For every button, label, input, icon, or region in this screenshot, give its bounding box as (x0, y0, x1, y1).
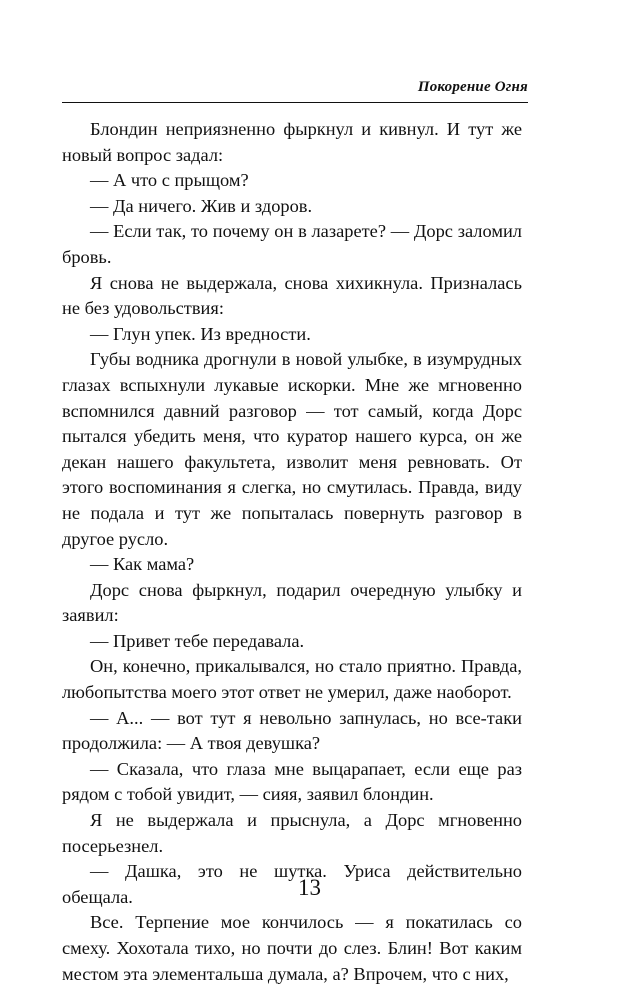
paragraph: Я не выдержала и прыснула, а Дорс мгновенно посерьезнел. (62, 810, 522, 856)
paragraph: — Глун упек. Из вредности. (90, 323, 311, 344)
paragraph: — А... — вот тут я невольно запнулась, но все-таки продолжила: — А твоя девушка? (62, 707, 522, 754)
paragraph: Губы водника дрогнули в новой улыбке, в изумрудных глазах вспыхнули лукавые искорки. Мне же мгновенно вспомнился давний разговор — тот самый, когда Дорс пытался убедить меня, что куратор нашего курса, он же декан нашего факультета, изволит меня ревновать. От этого воспоминания я слегка, но смутилась. Правда, виду не подала и тут же попыталась повернуть разговор в другое русло. (62, 349, 522, 549)
paragraph: — Да ничего. Жив и здоров. (90, 195, 313, 216)
page-number: 13 (298, 875, 321, 900)
running-header (62, 70, 528, 103)
paragraph: — Дашка, это не шутка. Уриса действительно обещала. (62, 861, 522, 907)
paragraph: — А что с прыщом? (90, 170, 249, 191)
running-header-title: Покорение Огня (417, 79, 528, 95)
page-body (62, 117, 522, 987)
paragraph: Я снова не выдержала, снова хихикнула. Призналась не без удовольствия: (62, 272, 522, 319)
paragraph: Дорс снова фыркнул, подарил очередную улыбку и заявил: (62, 579, 522, 626)
paragraph: — Если так, то почему он в лазарете? — Дорс заломил бровь. (62, 221, 522, 267)
paragraph: — Привет тебе передавала. (90, 630, 305, 651)
paragraph: Он, конечно, прикалывался, но стало приятно. Правда, любопытства моего этот ответ не умерил, даже наоборот. (62, 656, 522, 703)
paragraph: Блондин неприязненно фыркнул и кивнул. И тут же новый вопрос задал: (62, 119, 522, 165)
paragraph: — Сказала, что глаза мне выцарапает, если еще раз рядом с тобой увидит, — сияя, заявил блондин. (62, 758, 522, 805)
paragraph: — Как мама? (90, 554, 195, 575)
paragraph: Все. Терпение мое кончилось — я покатилась со смеху. Хохотала тихо, но почти до слез. Блин! Вот каким местом эта элементальша думала, а? Впрочем, что с них, (62, 912, 522, 984)
